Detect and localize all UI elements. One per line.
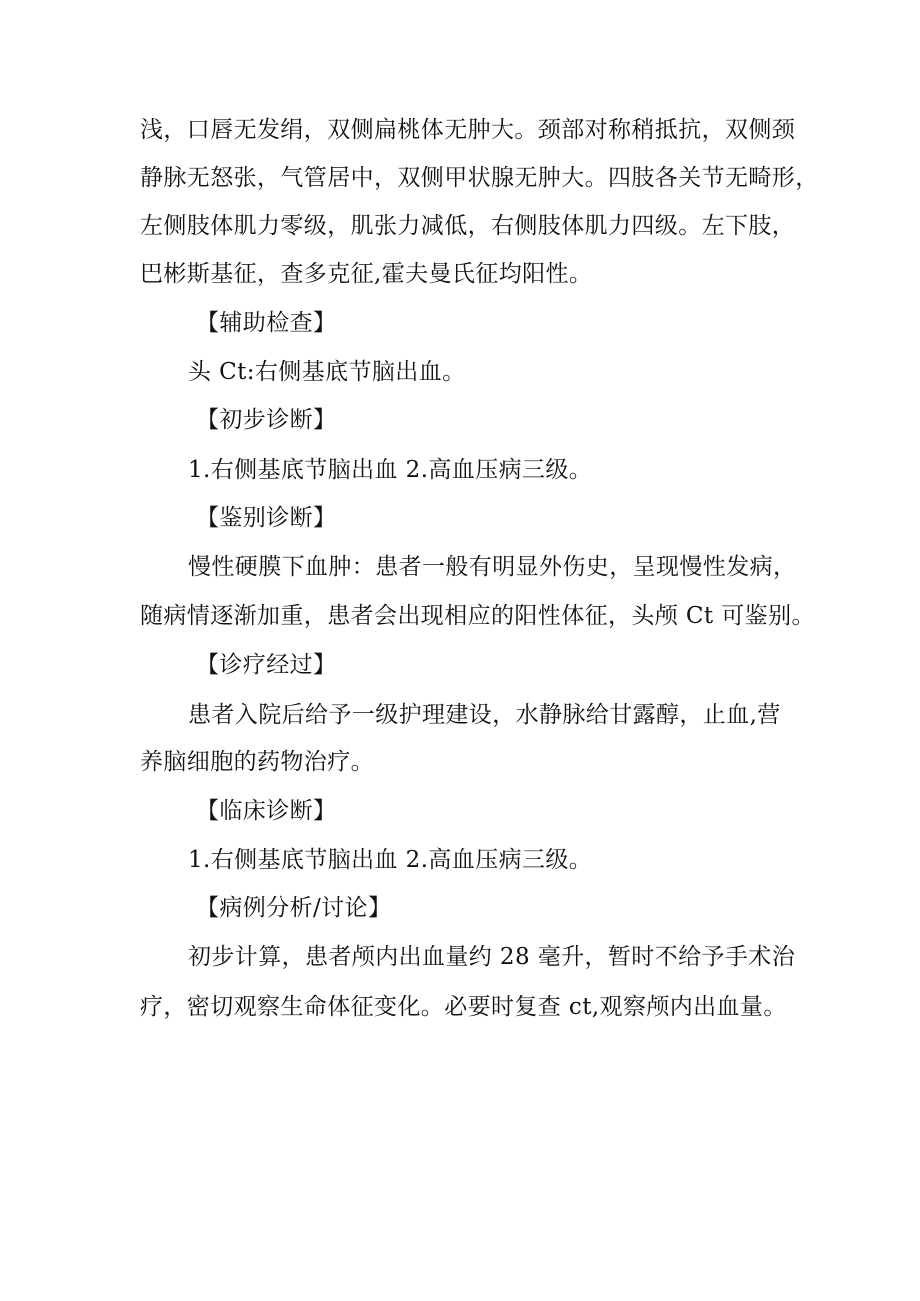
prelim-text: 1.右侧基底节脑出血 2.高血压病三级。 (188, 457, 593, 483)
analysis-text-line: 初步计算，患者颅内出血量约 28 毫升，暂时不给予手术治 (188, 944, 796, 970)
exam-text-line: 静脉无怒张，气管居中，双侧甲状腺无肿大。四肢各关节无畸形， (140, 165, 819, 191)
exam-text-line: 巴彬斯基征，查多克征,霍夫曼氏征均阳性。 (140, 261, 593, 287)
course-text-line: 养脑细胞的药物治疗。 (140, 749, 374, 775)
analysis-text-line: 疗，密切观察生命体征变化。必要时复查 ct,观察颅内出血量。 (140, 994, 787, 1020)
section-heading-course: 【诊疗经过】 (196, 652, 337, 678)
diff-text-line: 慢性硬膜下血肿：患者一般有明显外伤史，呈现慢性发病， (188, 554, 797, 580)
diff-text-line: 随病情逐渐加重，患者会出现相应的阳性体征，头颅 Ct 可鉴别。 (140, 603, 815, 629)
section-heading-analysis: 【病例分析/讨论】 (196, 895, 392, 921)
clinical-text: 1.右侧基底节脑出血 2.高血压病三级。 (188, 847, 593, 873)
section-heading-prelim: 【初步诊断】 (196, 407, 337, 433)
exam-text-line: 浅，口唇无发绢，双侧扁桃体无肿大。颈部对称稍抵抗，双侧颈 (140, 117, 796, 143)
exam-text-line: 左侧肢体肌力零级，肌张力减低，右侧肢体肌力四级。左下肢， (140, 213, 796, 239)
section-heading-diff: 【鉴别诊断】 (196, 505, 337, 531)
aux-text: 头 Ct:右侧基底节脑出血。 (188, 359, 466, 385)
section-heading-clinical: 【临床诊断】 (196, 798, 337, 824)
course-text-line: 患者入院后给予一级护理建设，水静脉给甘露醇，止血,营 (188, 702, 781, 728)
section-heading-aux: 【辅助检查】 (196, 310, 337, 336)
